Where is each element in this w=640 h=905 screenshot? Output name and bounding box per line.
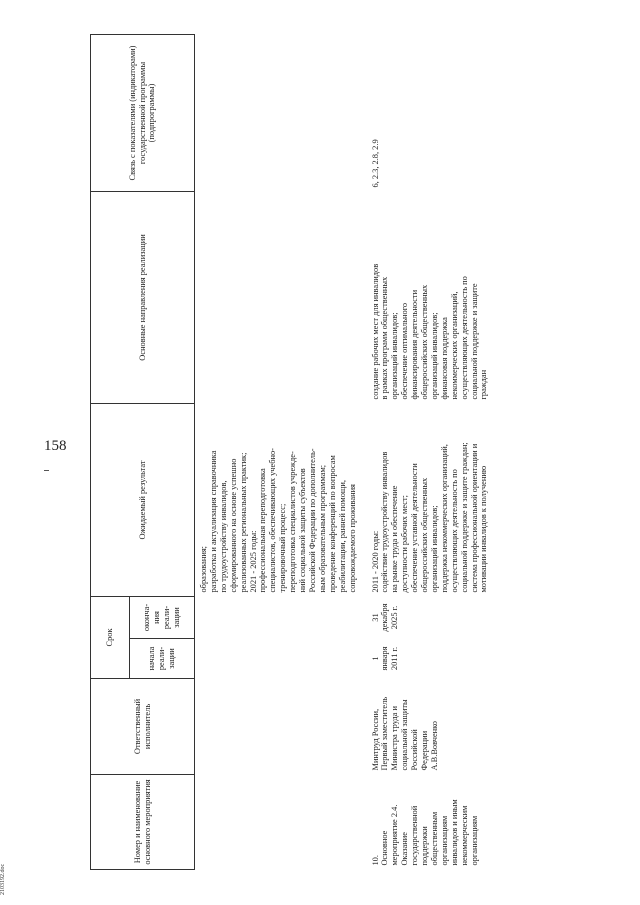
text-line: образования; <box>199 545 208 593</box>
text-line: Первый заместитель <box>380 696 390 771</box>
header-link: Связь с показателями (индикаторами) государственной программы (подпрограммы) <box>91 35 195 192</box>
text-line: некоммерческим <box>459 805 469 866</box>
text-line: организаций инвалидов; <box>429 312 439 400</box>
cell-result-continued <box>195 404 361 597</box>
text-line: социальной защиты <box>400 699 410 771</box>
text-line: организациям <box>469 815 479 866</box>
text-line: доступности рабочих мест; <box>400 495 410 593</box>
text-line: организаций инвалидов; <box>429 505 439 593</box>
table-header <box>91 35 195 870</box>
text-line: Основное <box>380 830 390 866</box>
table-row-continued <box>195 35 361 870</box>
text-line: общероссийских общественных <box>420 284 430 400</box>
text-line: государственной <box>410 805 420 866</box>
document-code: 2103192.doc <box>0 863 6 895</box>
text-line: Российской <box>410 729 420 771</box>
text-line: профессиональная переподготовка <box>258 468 268 593</box>
text-line: обеспечение оптимального <box>400 302 410 400</box>
text-line: инвалидов и иным <box>449 799 459 866</box>
text-line: 2011 - 2020 годы: <box>370 530 380 593</box>
header-result: Ожидаемый результат <box>91 404 195 597</box>
text-line: организаций инвалидов; <box>390 312 400 400</box>
header-start: начала реали-зации <box>130 639 195 679</box>
text-line: сформированного на основе успешно <box>228 458 238 593</box>
header-term: Срок <box>91 597 130 679</box>
cell-empty <box>195 639 361 679</box>
text-line: некоммерческих организаций, <box>449 291 459 400</box>
text-line: 2025 г. <box>390 605 400 630</box>
text-line: по трудоустройству инвалидов, <box>218 480 228 593</box>
text-line: января <box>380 646 390 671</box>
header-measure: Номер и наименование основного мероприятия <box>91 775 195 870</box>
text-line: осуществляющих деятельность по <box>459 276 469 400</box>
text-line: Федерации <box>420 730 430 771</box>
text-line: специалистов, обеспечивающих учебно- <box>268 448 278 593</box>
text-line: Оказание <box>400 832 410 866</box>
measures-table <box>90 34 492 870</box>
text-line: ным образовательным программам; <box>317 464 327 593</box>
cell-measure <box>361 775 493 870</box>
text-line: Российской Федерации по дополнитель- <box>307 448 317 593</box>
text-line: финансирования деятельности <box>410 289 420 400</box>
cell-end <box>361 597 493 639</box>
cell-directions <box>361 192 493 404</box>
text-line: система профессиональной ориентации и <box>469 443 479 593</box>
cell-empty <box>195 35 361 192</box>
cell-start <box>361 639 493 679</box>
header-end: оконча-ния реали-зации <box>130 597 195 639</box>
text-line: поддержка некоммерческих организаций, <box>439 444 449 593</box>
text-line: тренировочный процесс; <box>278 503 288 593</box>
margin-mark <box>44 470 49 471</box>
text-line: сопровождаемого проживания <box>347 484 357 593</box>
text-line: 1 <box>370 656 380 661</box>
page-number: 158 <box>44 438 67 454</box>
rotated-table-container <box>90 35 615 870</box>
cell-link <box>361 35 493 192</box>
cell-responsible <box>361 679 493 775</box>
text-line: декабря <box>380 603 390 632</box>
text-line: ний социальной защиты субъектов <box>298 468 308 593</box>
text-line: общероссийских общественных <box>420 477 430 593</box>
cell-empty <box>195 775 361 870</box>
text-line: 2011 г. <box>390 646 400 671</box>
text-line: реабилитации, ранней помощи, <box>337 480 347 593</box>
text-line: 2021 - 2025 годы: <box>248 530 258 593</box>
text-line: разработка и актуализация справочника <box>208 450 218 593</box>
header-directions: Основные направления реализации <box>91 192 195 404</box>
text-line: содействие трудоустройству инвалидов <box>380 451 390 593</box>
text-line: Министра труда и <box>390 706 400 771</box>
table-row-10 <box>361 35 493 870</box>
text-line: А.В.Вовченко <box>429 721 439 771</box>
text-line: поддержки <box>420 826 430 866</box>
text-line: Минтруд России, <box>370 708 380 771</box>
cell-result <box>361 404 493 597</box>
text-line: осуществляющих деятельность по <box>449 469 459 593</box>
text-line: граждан <box>479 369 489 400</box>
indicator-links: 6, 2.3, 2.8, 2.9 <box>370 139 380 188</box>
text-line: социальной поддержке и защите <box>469 283 479 400</box>
text-line: реализованных региональных практик; <box>238 452 248 593</box>
text-line: переподготовка специалистов учрежде- <box>288 451 298 593</box>
cell-empty <box>195 679 361 775</box>
text-line: мероприятие 2.4. <box>390 804 400 866</box>
text-line: 31 <box>370 613 380 622</box>
text-line: на рынке труда и обеспечение <box>390 485 400 593</box>
header-responsible: Ответственный исполнитель <box>91 679 195 775</box>
text-line: в рамках программ общественных <box>380 276 390 400</box>
text-line: организациям <box>439 815 449 866</box>
text-line: обеспечение уставной деятельности <box>410 463 420 593</box>
text-line: создание рабочих мест для инвалидов <box>370 263 380 400</box>
text-line: финансовая поддержка <box>439 317 449 400</box>
text-line: общественным <box>429 811 439 866</box>
row-number: 10. <box>370 855 380 866</box>
text-line: проведение конференций по вопросам <box>327 455 337 593</box>
text-line: мотивации инвалидов к получению <box>479 465 489 593</box>
text-line: социальной поддержке и защите граждан; <box>459 442 469 593</box>
cell-empty <box>195 192 361 404</box>
cell-empty <box>195 597 361 639</box>
